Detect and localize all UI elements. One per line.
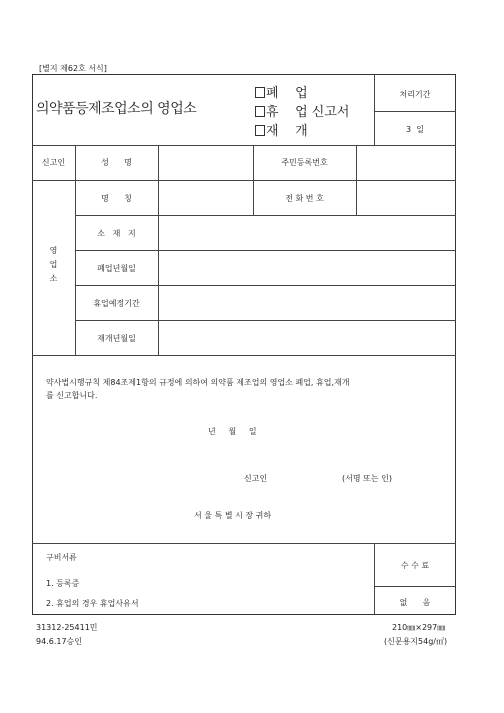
- divider: [356, 145, 357, 215]
- business-name-label: 명 칭: [101, 194, 132, 203]
- phone-field[interactable]: [358, 182, 454, 213]
- divider: [75, 215, 456, 216]
- divider: [374, 111, 456, 112]
- divider: [75, 285, 456, 286]
- approval-date: 94.6.17승인: [36, 637, 82, 646]
- closure-checkbox[interactable]: [255, 87, 265, 98]
- fee-value: 없 음: [399, 598, 431, 607]
- divider: [374, 586, 456, 587]
- planned-period-field[interactable]: [160, 287, 454, 318]
- form-title: 의약품등제조업소의 영업소: [36, 101, 197, 117]
- documents-label: 구비서류: [46, 553, 77, 562]
- name-field[interactable]: [160, 147, 251, 178]
- divider: [158, 145, 159, 355]
- form-code: 31312-25411민: [36, 623, 98, 632]
- address-label: 소 재 지: [97, 229, 136, 238]
- recipient: 서 울 특 별 시 장 귀하: [194, 511, 272, 520]
- divider: [32, 180, 456, 181]
- signer-label: 신고인: [244, 474, 268, 483]
- option-closure: 폐 업: [255, 82, 308, 101]
- fee-label: 수 수 료: [400, 561, 430, 570]
- option-suspension: 휴 업 신고서: [255, 101, 349, 120]
- document-item-1: 1. 등록증: [46, 579, 80, 588]
- planned-period-label: 휴업예정기간: [93, 299, 140, 308]
- business-name-field[interactable]: [160, 182, 251, 213]
- statement-line-2: 를 신고합니다.: [46, 391, 98, 400]
- divider: [253, 145, 254, 215]
- suspension-checkbox[interactable]: [255, 106, 265, 117]
- form-number: [별지 제62호 서식]: [39, 64, 107, 73]
- business-section-label: 영 업 소: [49, 246, 58, 283]
- document-item-2: 2. 휴업의 경우 휴업사유서: [46, 599, 139, 608]
- resident-id-field[interactable]: [358, 147, 454, 178]
- reporter-section-label: 신고인: [41, 158, 66, 167]
- address-field[interactable]: [160, 217, 454, 248]
- closure-date-label: 폐업년월일: [97, 264, 136, 273]
- reopen-date-field[interactable]: [160, 322, 454, 353]
- processing-period-label: 처리기간: [399, 90, 431, 99]
- option-reopening: 재 개: [255, 120, 308, 139]
- processing-period-value: 3 일: [406, 125, 424, 134]
- divider: [75, 320, 456, 321]
- divider: [32, 543, 456, 544]
- divider: [32, 355, 456, 356]
- paper-size: 210㎜×297㎜: [392, 623, 446, 632]
- paper-type: (신문용지54g/㎡): [384, 637, 448, 646]
- divider: [32, 145, 456, 146]
- divider: [75, 250, 456, 251]
- reopen-date-label: 재개년월일: [97, 334, 136, 343]
- closure-date-field[interactable]: [160, 252, 454, 283]
- resident-id-label: 주민등록번호: [281, 158, 328, 167]
- signature-placeholder[interactable]: (서명 또는 인): [342, 474, 392, 483]
- name-label: 성 명: [101, 158, 132, 167]
- reopening-checkbox[interactable]: [255, 125, 265, 136]
- phone-label: 전 화 번 호: [285, 194, 324, 203]
- report-date: 년 월 일: [208, 427, 257, 436]
- statement-line-1: 약사법시행규칙 제84조제1항의 규정에 의하여 의약품 제조업의 영업소 폐업, 휴업,재개: [46, 378, 350, 387]
- divider: [75, 145, 76, 355]
